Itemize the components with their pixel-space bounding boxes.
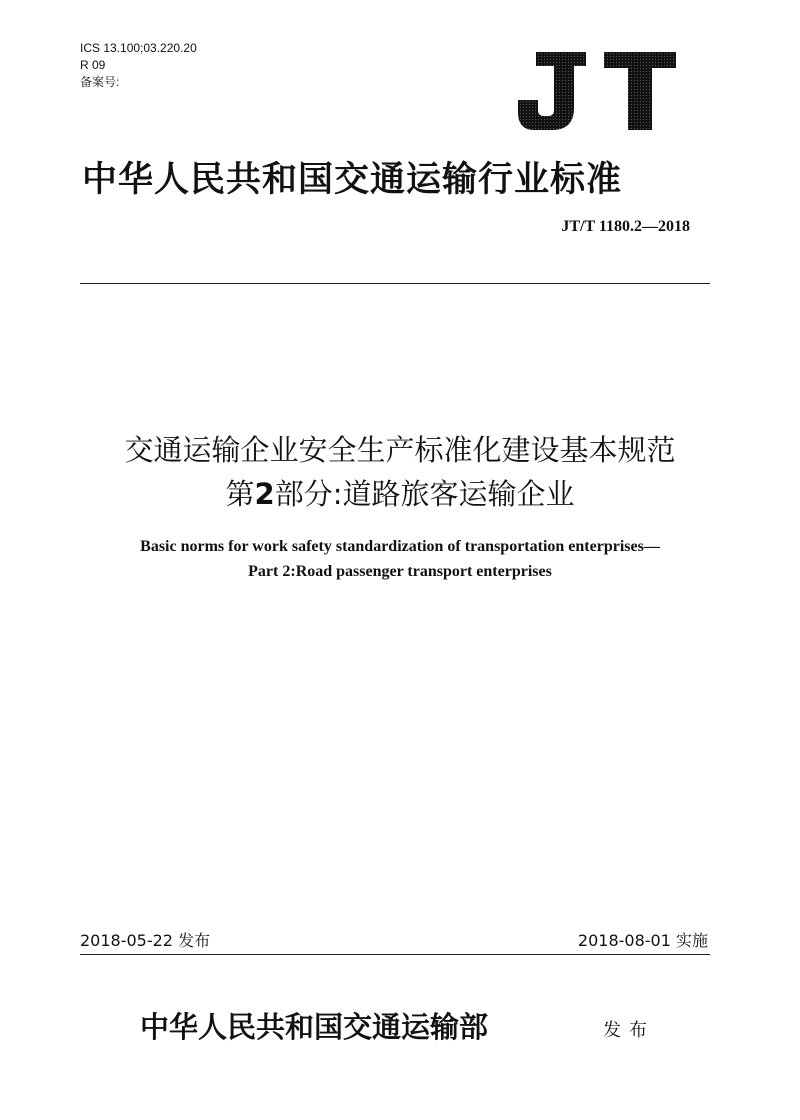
issue-date: 2018-05-22 发布: [80, 931, 211, 950]
issue-action: 发布: [603, 1020, 655, 1041]
title-zh-line1: 交通运输企业安全生产标准化建设基本规范: [124, 433, 676, 467]
top-divider: [80, 283, 710, 284]
effective-date: 2018-08-01 实施: [577, 931, 708, 950]
record-number-label: 备案号:: [80, 75, 120, 89]
title-en-line1: Basic norms for work safety standardization of transportation enterprises—: [140, 538, 660, 555]
ics-code: ICS 13.100;03.220.20: [80, 41, 197, 55]
title-en-line2: Part 2:Road passenger transport enterprises: [248, 563, 552, 580]
title-zh-part-suffix: 部分:道路旅客运输企业: [274, 477, 575, 511]
jt-logo: [516, 52, 678, 132]
title-zh-part-number: 2: [254, 477, 275, 511]
title-zh-line2: [0, 472, 800, 513]
classification-block: [80, 40, 197, 91]
bottom-divider: [80, 954, 710, 955]
ministry-standard-title: 中华人民共和国交通运输行业标准: [82, 159, 623, 200]
standard-number: JT/T 1180.2—2018: [561, 218, 690, 235]
title-zh-part-prefix: 第: [225, 477, 255, 511]
category-code: R 09: [80, 58, 106, 72]
issuing-authority: 中华人民共和国交通运输部: [140, 1010, 489, 1044]
